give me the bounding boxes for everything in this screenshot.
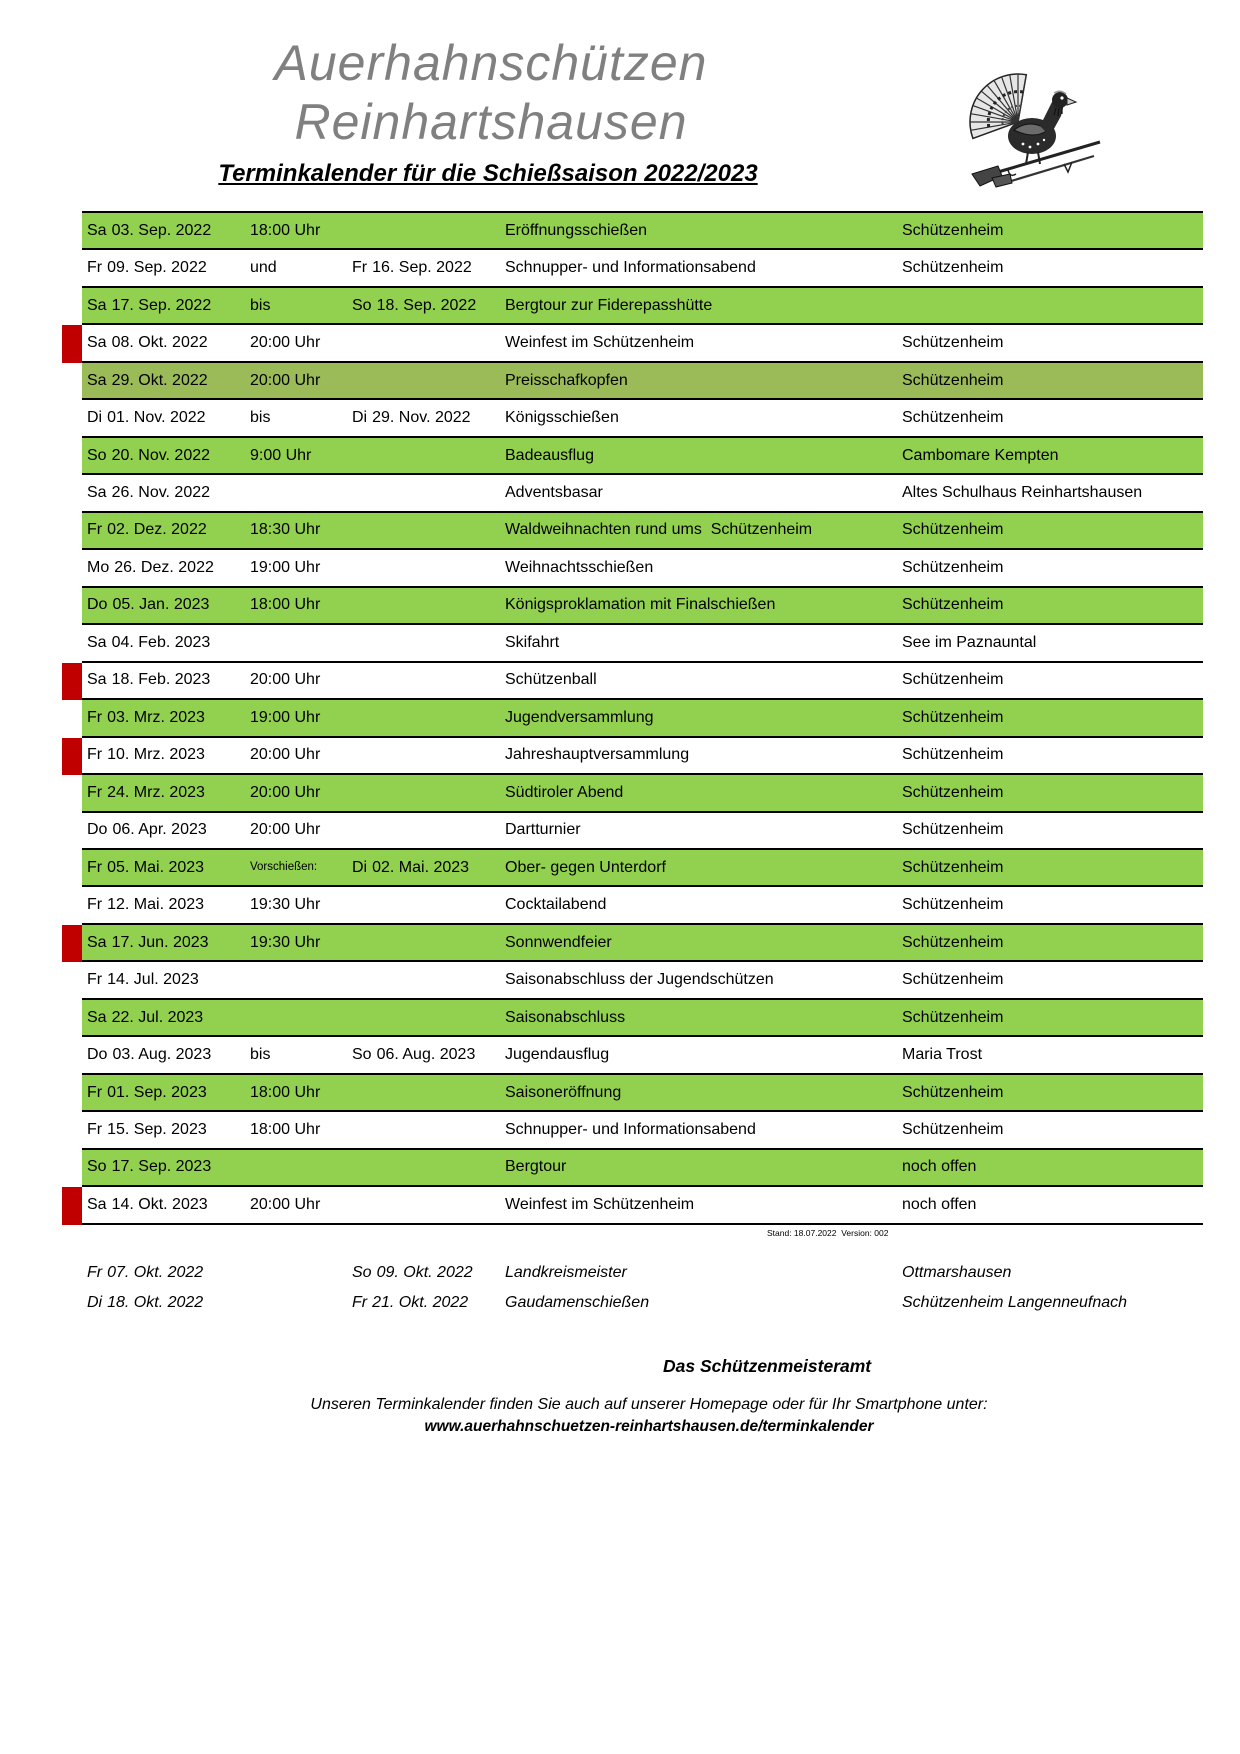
end-date [352,850,469,885]
end-weekday: So [352,296,372,314]
end-date [352,1288,468,1317]
event-row [82,962,1203,999]
end-date [352,250,472,285]
event-location: Schützenheim [902,708,1004,726]
event-time: und [250,259,277,277]
event-row [82,738,1203,775]
start-date [87,925,209,960]
event-row [82,663,1203,700]
end-date [352,1075,357,1110]
event-row [82,1150,1203,1187]
end-date [352,700,357,735]
event-location: Schützenheim [902,334,1004,352]
event-location: Schützenheim [902,558,1004,576]
start-date [87,663,210,698]
event-time: 20:00 Uhr [250,371,321,389]
event-name: Ober- gegen Unterdorf [505,858,666,876]
end-weekday: So [352,1046,372,1064]
start-date [87,325,208,360]
start-date [87,775,205,810]
event-row [82,213,1203,250]
event-location: Schützenheim [902,409,1004,427]
event-name: Waldweihnachten rund ums Schützenheim [505,521,813,539]
event-row [82,513,1203,550]
event-time: 19:00 Uhr [250,558,321,576]
start-weekday: Do [87,596,108,614]
start-date [87,1150,211,1185]
event-location: Schützenheim [902,933,1004,951]
event-location: Schützenheim [902,521,1004,539]
end-date [352,1258,473,1287]
end-date [352,775,357,810]
event-row [82,813,1203,850]
event-name: Eröffnungsschießen [505,221,648,239]
event-location: Schützenheim [902,971,1004,989]
end-date [352,325,357,360]
end-date [352,550,357,585]
start-date [87,288,211,323]
start-date-value: 04. Feb. 2023 [111,633,211,651]
event-row [82,887,1203,924]
event-location: Schützenheim [902,1120,1004,1138]
red-row-marker [62,325,82,362]
end-date-value: 09. Okt. 2022 [376,1263,473,1281]
end-weekday: So [352,1263,372,1281]
start-date-value: 20. Nov. 2022 [111,446,211,464]
end-date [352,288,476,323]
event-name: Preisschafkopfen [505,371,628,389]
event-location: Schützenheim [902,1083,1004,1101]
start-date-value: 03. Mrz. 2023 [107,708,205,726]
start-date [87,475,210,510]
event-location: Schützenheim [902,1008,1004,1026]
event-row [82,850,1203,887]
event-row [82,1037,1203,1074]
event-row [82,550,1203,587]
pre-label: Vorschießen: [250,860,318,873]
start-date-value: 24. Mrz. 2023 [107,783,205,801]
start-weekday: Fr [87,746,103,764]
start-date [87,1258,203,1287]
start-date-value: 08. Okt. 2022 [111,334,208,352]
event-time: 19:30 Uhr [250,933,321,951]
start-date [87,1112,207,1147]
red-row-marker [62,925,82,962]
end-date [352,1112,357,1147]
start-date-value: 05. Jan. 2023 [112,596,210,614]
event-name: Badeausflug [505,446,594,464]
start-date-value: 01. Nov. 2022 [107,409,206,427]
end-date [352,1037,475,1072]
start-date-value: 07. Okt. 2022 [107,1263,204,1281]
end-date [352,588,357,623]
event-row [82,1075,1203,1112]
event-location: Schützenheim [902,596,1004,614]
event-row [82,325,1203,362]
event-time: 20:00 Uhr [250,783,321,801]
event-time: 20:00 Uhr [250,821,321,839]
start-date-value: 12. Mai. 2023 [107,896,205,914]
extra-event-row [82,1258,1203,1287]
event-location: Schützenheim [902,821,1004,839]
end-weekday: Fr [352,1293,368,1311]
end-date [352,738,357,773]
event-time: 19:00 Uhr [250,708,321,726]
start-date [87,1000,203,1035]
start-weekday: Sa [87,1195,107,1213]
event-name: Adventsbasar [505,484,603,502]
end-date-value: 29. Nov. 2022 [372,409,471,427]
event-location: Schützenheim [902,896,1004,914]
event-row [82,1187,1203,1224]
start-date-value: 18. Okt. 2022 [107,1293,204,1311]
end-date [352,1000,357,1035]
event-name: Saisonabschluss [505,1008,626,1026]
start-weekday: Fr [87,858,103,876]
end-date [352,1150,357,1185]
calendar-title: Terminkalender für die Schießsaison 2022/2023 [218,160,758,187]
event-name: Skifahrt [505,633,560,651]
end-weekday: Di [352,409,368,427]
event-time: 20:00 Uhr [250,671,321,689]
start-date-value: 14. Jul. 2023 [107,971,199,989]
start-date-value: 17. Sep. 2022 [111,296,212,314]
event-name: Bergtour [505,1158,567,1176]
end-date-value: 16. Sep. 2022 [372,259,472,277]
event-location: Schützenheim [902,746,1004,764]
event-name: Schützenball [505,671,597,689]
start-date-value: 10. Mrz. 2023 [107,746,205,764]
start-weekday: Sa [87,296,107,314]
event-time: 19:30 Uhr [250,896,321,914]
event-name: Sonnwendfeier [505,933,612,951]
event-name: Jugendausflug [505,1046,610,1064]
start-date [87,550,214,585]
event-name: Königsproklamation mit Finalschießen [505,596,776,614]
start-date [87,588,209,623]
end-date [352,925,357,960]
event-name: Weinfest im Schützenheim [505,334,695,352]
event-row [82,400,1203,437]
start-weekday: Fr [87,1120,103,1138]
start-date [87,1075,207,1110]
start-date-value: 03. Aug. 2023 [112,1046,212,1064]
start-weekday: Mo [87,558,110,576]
event-name: Schnupper- und Informationsabend [505,259,756,277]
start-date-value: 26. Nov. 2022 [111,484,211,502]
start-date-value: 01. Sep. 2023 [107,1083,207,1101]
event-row [82,288,1203,325]
end-date [352,475,357,510]
start-date-value: 05. Mai. 2023 [107,858,205,876]
start-weekday: Sa [87,371,107,389]
start-date-value: 22. Jul. 2023 [111,1008,204,1026]
start-date [87,250,207,285]
version-stamp: Stand: 18.07.2022 Version: 002 [767,1228,889,1238]
event-row [82,625,1203,662]
start-date-value: 17. Jun. 2023 [111,933,209,951]
end-date [352,213,357,248]
start-weekday: Di [87,1293,103,1311]
start-date-value: 14. Okt. 2023 [111,1195,208,1213]
event-time: 20:00 Uhr [250,746,321,764]
end-date [352,813,357,848]
start-weekday: Fr [87,259,103,277]
event-location: noch offen [902,1195,977,1213]
event-time: 18:30 Uhr [250,521,321,539]
start-date [87,625,210,660]
start-weekday: Sa [87,671,107,689]
start-weekday: Di [87,409,103,427]
end-date [352,887,357,922]
start-date [87,400,206,435]
event-name: Jahreshauptversammlung [505,746,690,764]
start-weekday: Fr [87,971,103,989]
start-weekday: Sa [87,933,107,951]
homepage-url: www.auerhahnschuetzen-reinhartshausen.de/terminkalender [424,1418,874,1435]
event-name: Gaudamenschießen [505,1293,650,1311]
start-date [87,1288,203,1317]
event-row [82,438,1203,475]
end-date [352,663,357,698]
start-weekday: Fr [87,1263,103,1281]
event-time: 18:00 Uhr [250,1083,321,1101]
event-name: Weinfest im Schützenheim [505,1195,695,1213]
start-date [87,213,211,248]
event-row [82,475,1203,512]
events-table [82,211,1203,1225]
start-date-value: 09. Sep. 2022 [107,259,207,277]
event-time: 20:00 Uhr [250,1195,321,1213]
end-date [352,400,471,435]
end-date-value: 06. Aug. 2023 [376,1046,476,1064]
start-weekday: Do [87,1046,108,1064]
end-date [352,363,357,398]
end-date-value: 21. Okt. 2022 [372,1293,469,1311]
start-weekday: Fr [87,521,103,539]
event-location: Schützenheim [902,371,1004,389]
start-weekday: Sa [87,221,107,239]
start-date [87,887,204,922]
start-weekday: Fr [87,896,103,914]
event-time: bis [250,1046,271,1064]
event-location: Altes Schulhaus Reinhartshausen [902,484,1143,502]
event-time: 18:00 Uhr [250,1120,321,1138]
start-date-value: 03. Sep. 2022 [111,221,212,239]
start-date-value: 18. Feb. 2023 [111,671,211,689]
start-weekday: Sa [87,1008,107,1026]
start-date [87,513,207,548]
event-name: Cocktailabend [505,896,607,914]
event-location: noch offen [902,1158,977,1176]
start-weekday: Sa [87,633,107,651]
event-name: Königsschießen [505,409,619,427]
event-location: Cambomare Kempten [902,446,1059,464]
event-location: Maria Trost [902,1046,983,1064]
start-weekday: Sa [87,334,107,352]
start-date [87,1037,211,1072]
event-time: 18:00 Uhr [250,221,321,239]
start-weekday: Sa [87,484,107,502]
event-row [82,588,1203,625]
red-row-marker [62,1187,82,1224]
event-row [82,1112,1203,1149]
event-name: Dartturnier [505,821,581,839]
capercaillie-logo-icon [968,56,1102,188]
start-date [87,700,205,735]
club-name-line-1: Auerhahnschützen [274,35,708,91]
event-row [82,700,1203,737]
end-date [352,625,357,660]
event-location: Ottmarshausen [902,1263,1012,1281]
start-weekday: Fr [87,708,103,726]
signature: Das Schützenmeisteramt [663,1356,872,1376]
event-name: Saisonabschluss der Jugendschützen [505,971,774,989]
start-date [87,813,207,848]
club-name-line-2: Reinhartshausen [294,94,688,150]
event-name: Jugendversammlung [505,708,654,726]
start-weekday: Fr [87,783,103,801]
end-weekday: Di [352,858,368,876]
start-date-value: 06. Apr. 2023 [112,821,207,839]
start-date-value: 26. Dez. 2022 [114,558,214,576]
start-date-value: 02. Dez. 2022 [107,521,207,539]
event-row [82,1000,1203,1037]
event-name: Bergtour zur Fiderepasshütte [505,296,713,314]
event-time: bis [250,409,271,427]
start-weekday: Do [87,821,108,839]
event-location: Schützenheim [902,783,1004,801]
event-time: 18:00 Uhr [250,596,321,614]
end-date [352,1187,357,1222]
start-weekday: Fr [87,1083,103,1101]
start-date-value: 29. Okt. 2022 [111,371,208,389]
event-name: Schnupper- und Informationsabend [505,1120,756,1138]
extra-event-row [82,1288,1203,1317]
end-date-value: 18. Sep. 2022 [376,296,477,314]
start-date [87,363,208,398]
end-date [352,513,357,548]
event-location: Schützenheim [902,259,1004,277]
event-location: Schützenheim [902,858,1004,876]
event-row [82,925,1203,962]
event-name: Saisoneröffnung [505,1083,622,1101]
start-weekday: So [87,446,107,464]
start-date [87,438,210,473]
start-date [87,1187,208,1222]
start-date [87,850,204,885]
event-name: Landkreismeister [505,1263,627,1281]
event-row [82,363,1203,400]
end-date-value: 02. Mai. 2023 [372,858,470,876]
red-row-marker [62,663,82,700]
red-row-marker [62,738,82,775]
event-location: Schützenheim [902,671,1004,689]
end-date [352,438,357,473]
event-name: Weihnachtsschießen [505,558,654,576]
start-weekday: So [87,1158,107,1176]
event-time: bis [250,296,271,314]
end-date [352,962,357,997]
start-date-value: 17. Sep. 2023 [111,1158,212,1176]
event-location: Schützenheim Langenneufnach [902,1293,1128,1311]
start-date-value: 15. Sep. 2023 [107,1120,207,1138]
event-location: Schützenheim [902,221,1004,239]
event-location: See im Paznauntal [902,633,1037,651]
start-date [87,738,205,773]
event-row [82,775,1203,812]
event-time: 20:00 Uhr [250,334,321,352]
event-time: 9:00 Uhr [250,446,312,464]
end-weekday: Fr [352,259,368,277]
event-name: Südtiroler Abend [505,783,624,801]
homepage-note: Unseren Terminkalender finden Sie auch auf unserer Homepage oder für Ihr Smartphone unter: [310,1396,988,1413]
start-date [87,962,199,997]
event-row [82,250,1203,287]
